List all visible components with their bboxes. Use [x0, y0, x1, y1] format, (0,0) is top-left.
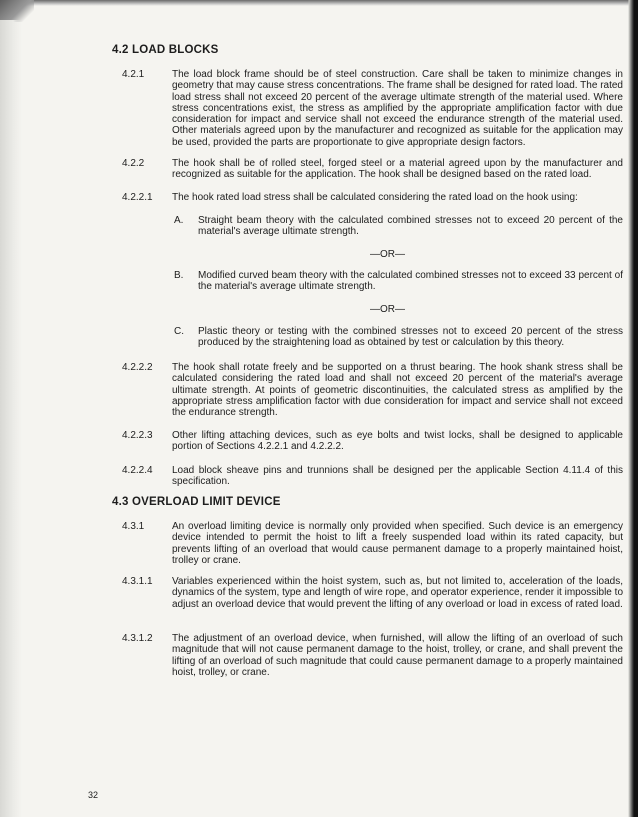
clause-number: 4.3.1	[122, 521, 145, 532]
clause-text: The adjustment of an overload device, when furnished, will allow the lifting of an overload of such magnitude that will not cause permanent damage to the hoist, trolley, or crane, and shall prevent the lifting of an overload of such magnitude that could cause permanent damage to a properly maintained hoist, trolley, or crane.	[172, 633, 623, 678]
clause-text: Load block sheave pins and trunnions shall be designed per the applicable Section 4.11.4 of this specification.	[172, 465, 623, 488]
option-letter: A.	[174, 215, 184, 226]
scan-right-edge	[628, 0, 638, 817]
option-letter: B.	[174, 270, 184, 281]
clause-number: 4.2.2.3	[122, 430, 153, 441]
clause-text: An overload limiting device is normally only provided when specified. Such device is an emergency device intended to permit the hoist to lift a freely suspended load within its rated capacity, but prevents lifting of an overload that would cause permanent damage to a properly maintained hoist, trolley or crane.	[172, 521, 623, 566]
or-separator: —OR—	[370, 304, 405, 315]
section-heading-4-3: 4.3 OVERLOAD LIMIT DEVICE	[112, 496, 281, 508]
option-c	[174, 326, 623, 349]
option-a	[174, 215, 623, 238]
option-b	[174, 270, 623, 293]
clause-number: 4.2.2.2	[122, 362, 153, 373]
clause-number: 4.2.2.1	[122, 192, 153, 203]
option-text: Plastic theory or testing with the combined stresses not to exceed 20 percent of the stress produced by the straightening load as obtained by test or calculation by this theory.	[198, 326, 623, 349]
clause-text: Other lifting attaching devices, such as eye bolts and twist locks, shall be designed to applicable portion of Sections 4.2.2.1 and 4.2.2.2.	[172, 430, 623, 453]
clause-number: 4.2.2.4	[122, 465, 153, 476]
clause-number: 4.2.2	[122, 158, 145, 169]
clause-number: 4.3.1.1	[122, 576, 153, 587]
option-letter: C.	[174, 326, 184, 337]
or-separator: —OR—	[370, 249, 405, 260]
page-number: 32	[88, 790, 99, 800]
option-text: Straight beam theory with the calculated combined stresses not to exceed 20 percent of the material's average ultimate strength.	[198, 215, 623, 238]
clause-text: The hook shall rotate freely and be supported on a thrust bearing. The hook shank stress shall be calculated considering the rated load and shall not exceed 20 percent of the material's average ultimate strength. At points of geometric discontinuities, the calculated stress as amplified by the appropriate stress amplification factor with due consideration for impact and service shall not exceed the endurance strength.	[172, 362, 623, 419]
clause-text: Variables experienced within the hoist system, such as, but not limited to, acceleration of the loads, dynamics of the system, type and length of wire rope, and operator experience, render it impossible to adjust an overload device that would prevent the lifting of any overload or load in excess of rated load.	[172, 576, 623, 610]
clause-text: The load block frame should be of steel construction. Care shall be taken to minimize changes in geometry that may cause stress concentrations. The frame shall be designed for rated load. The rated load stress shall not exceed 20 percent of the average ultimate strength of the material used. Where stress concentrations exist, the stress as amplified by the appropriate amplification factor with due consideration for impact and service shall not exceed the endurance strength of the material used. Other materials agreed upon by the manufacturer and recognized as suitable for the application may be used, provided the parts are proportionate to give appropriate design factors.	[172, 69, 623, 148]
clause-number: 4.2.1	[122, 69, 145, 80]
option-text: Modified curved beam theory with the calculated combined stresses not to exceed 33 percent of the material's average ultimate strength.	[198, 270, 623, 293]
clause-text: The hook rated load stress shall be calculated considering the rated load on the hook using:	[172, 192, 578, 203]
section-heading-4-2: 4.2 LOAD BLOCKS	[112, 44, 219, 56]
clause-text: The hook shall be of rolled steel, forged steel or a material agreed upon by the manufacturer and recognized as suitable for the application. The hook shall be designed based on the rated load.	[172, 158, 623, 181]
clause-number: 4.3.1.2	[122, 633, 153, 644]
